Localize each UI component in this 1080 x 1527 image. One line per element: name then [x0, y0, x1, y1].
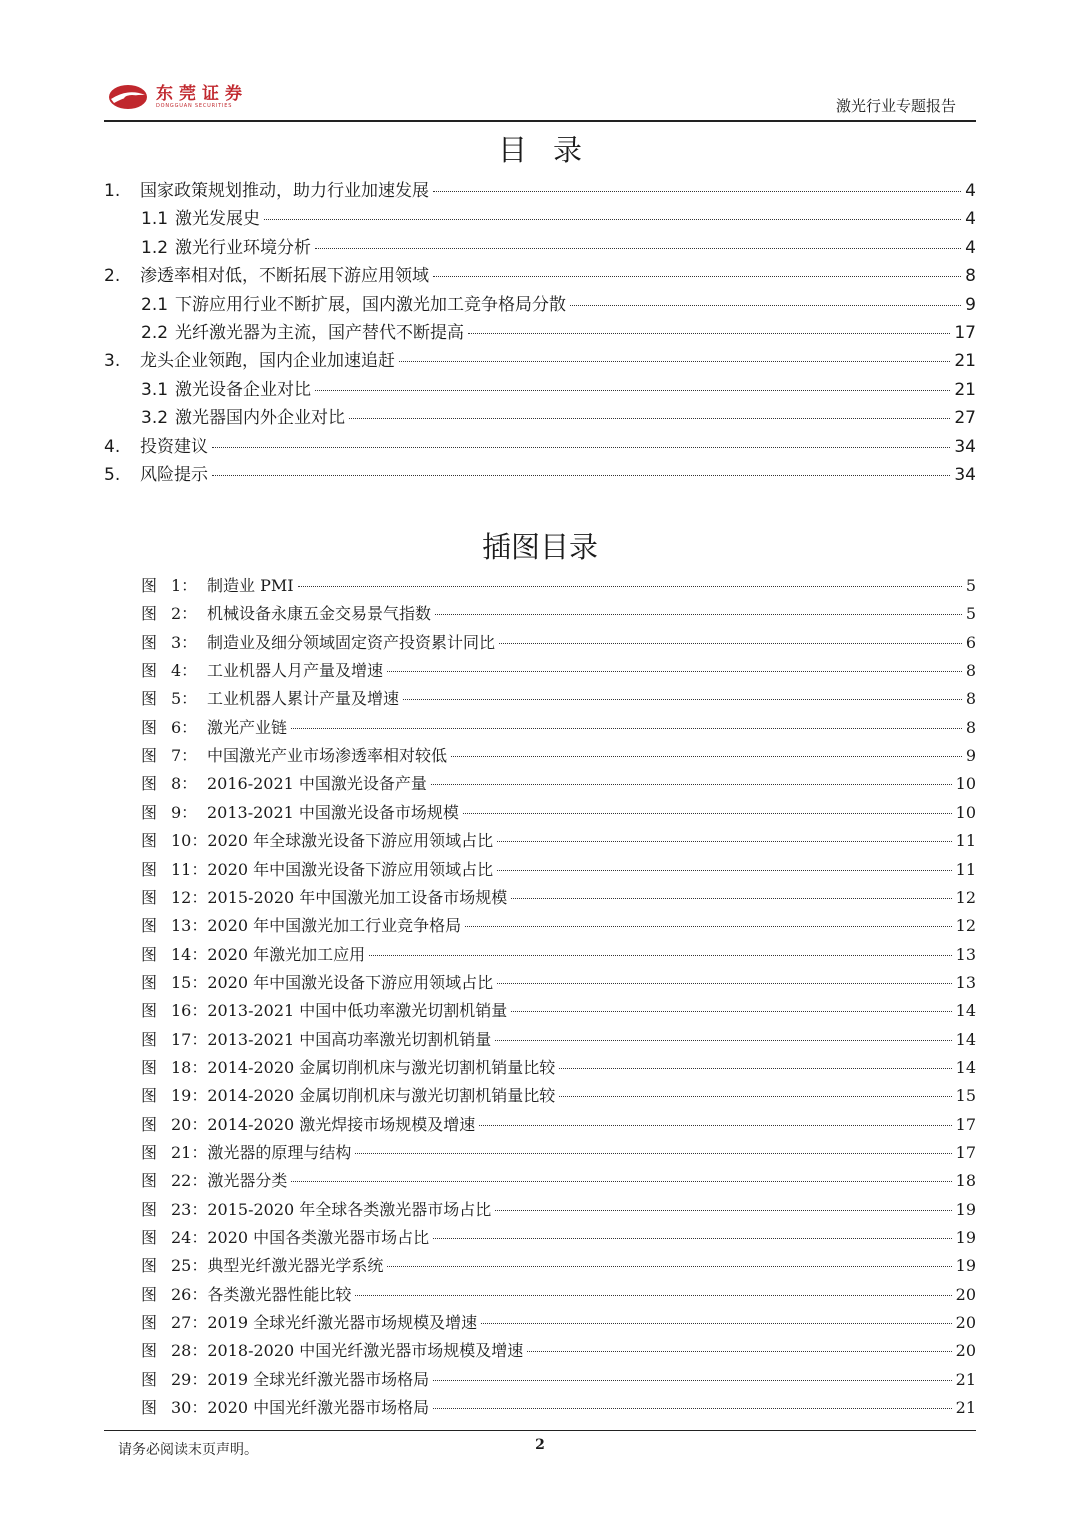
figure-number: 11： — [171, 859, 208, 879]
figure-label: 图 — [141, 1199, 158, 1219]
dot-leader — [433, 1238, 951, 1239]
figure-page: 13 — [955, 972, 976, 992]
figure-entry[interactable] — [141, 800, 976, 824]
figure-number: 30： — [171, 1398, 208, 1418]
figure-number: 25： — [171, 1256, 208, 1276]
figure-entry[interactable] — [141, 970, 976, 994]
figure-page: 9 — [965, 746, 976, 766]
figure-label: 图 — [141, 576, 158, 595]
dot-leader — [481, 1323, 951, 1324]
toc-entry[interactable] — [104, 432, 976, 456]
figure-label: 图 — [141, 944, 158, 964]
figure-entry[interactable] — [141, 1112, 976, 1136]
dot-leader — [399, 361, 950, 362]
page-footer — [104, 1430, 976, 1458]
dot-leader — [369, 955, 951, 956]
toc-entry[interactable] — [104, 346, 976, 370]
toc-entry-page: 21 — [954, 351, 976, 372]
toc-entry-page: 4 — [965, 181, 976, 201]
figure-page: 12 — [955, 887, 976, 907]
figure-page: 19 — [955, 1199, 976, 1219]
figure-label: 图 — [141, 1057, 158, 1077]
toc-entry[interactable] — [104, 460, 976, 484]
figure-entry[interactable] — [141, 1027, 976, 1051]
figure-label: 图 — [141, 1029, 158, 1049]
figure-label: 图 — [141, 1228, 158, 1248]
toc-entry-number: 1. — [104, 181, 121, 201]
toc-entry-title: 激光发展史 — [175, 209, 260, 230]
figure-entry[interactable] — [141, 913, 976, 937]
dot-leader — [495, 1040, 951, 1041]
dot-leader — [497, 870, 951, 871]
toc-entry-number: 1.2 — [141, 237, 169, 258]
dot-leader — [355, 1295, 951, 1296]
figure-entry[interactable] — [141, 686, 976, 710]
figure-label: 图 — [141, 1398, 158, 1418]
toc-entry-title: 下游应用行业不断扩展，国内激光加工竞争格局分散 — [175, 294, 566, 315]
figure-number: 17： — [171, 1029, 208, 1049]
figure-title: 2013-2021 中国高功率激光切割机销量 — [207, 1029, 492, 1049]
logo-chinese-name: 东莞证券 — [156, 83, 248, 104]
figure-entry[interactable] — [141, 1282, 976, 1306]
figure-page: 19 — [955, 1256, 976, 1276]
figure-label: 图 — [141, 1369, 158, 1389]
figure-page: 14 — [955, 1001, 976, 1021]
figure-number: 16： — [171, 1001, 208, 1021]
toc-entry[interactable] — [141, 204, 976, 228]
toc-entry-title: 渗透率相对低，不断拓展下游应用领域 — [140, 266, 429, 287]
figure-number: 29： — [171, 1369, 208, 1389]
figure-page: 8 — [965, 689, 976, 709]
figure-entry[interactable] — [141, 630, 976, 654]
figure-number: 19： — [171, 1086, 208, 1106]
figure-number: 14： — [171, 944, 208, 964]
dot-leader — [315, 248, 961, 249]
dot-leader — [435, 614, 962, 615]
dot-leader — [433, 191, 961, 192]
dot-leader — [431, 784, 952, 785]
figure-label: 图 — [141, 802, 158, 822]
dot-leader — [465, 926, 951, 927]
dot-leader — [298, 586, 962, 587]
figure-page: 6 — [965, 632, 976, 652]
figure-title: 2018-2020 中国光纤激光器市场规模及增速 — [207, 1341, 524, 1361]
toc-entry-page: 8 — [965, 266, 976, 287]
figure-label: 图 — [141, 717, 158, 737]
figure-number: 12： — [171, 887, 208, 907]
figure-number: 20： — [171, 1114, 208, 1134]
toc-entry-page: 21 — [954, 379, 976, 400]
toc-entry-title: 激光设备企业对比 — [175, 379, 311, 400]
toc-entry-title: 风险提示 — [140, 465, 208, 485]
figure-page: 11 — [955, 831, 976, 851]
figure-page: 20 — [955, 1313, 976, 1333]
toc-entry-page: 4 — [965, 237, 976, 258]
dot-leader — [291, 728, 962, 729]
toc-entry[interactable] — [141, 375, 976, 399]
figure-entry[interactable] — [141, 998, 976, 1022]
dot-leader — [463, 813, 952, 814]
figure-title: 2014-2020 金属切削机床与激光切割机销量比较 — [207, 1057, 556, 1077]
company-logo — [108, 82, 248, 112]
figure-page: 17 — [955, 1143, 976, 1162]
figures-heading: 插图目录 — [481, 530, 598, 564]
dot-leader — [349, 418, 950, 419]
figure-title: 2015-2020 年全球各类激光器市场占比 — [207, 1199, 492, 1219]
figure-entry[interactable] — [141, 1083, 976, 1107]
dot-leader — [355, 1153, 951, 1154]
toc-entry-title: 龙头企业领跑，国内企业加速追赶 — [140, 351, 395, 372]
dot-leader — [315, 390, 950, 391]
figure-page: 14 — [955, 1057, 976, 1077]
figure-number: 15： — [171, 972, 208, 992]
figure-entry[interactable] — [141, 828, 976, 852]
figure-number: 2： — [171, 604, 198, 624]
dot-leader — [264, 219, 961, 220]
dot-leader — [497, 983, 951, 984]
dot-leader — [479, 1125, 951, 1126]
toc-entry-number: 1.1 — [141, 209, 169, 230]
figure-title: 2016-2021 中国激光设备产量 — [207, 774, 427, 794]
dot-leader — [387, 671, 962, 672]
figure-title: 2020 中国各类激光器市场占比 — [207, 1228, 430, 1248]
figure-title: 2020 年激光加工应用 — [207, 944, 366, 964]
figure-title: 工业机器人累计产量及增速 — [207, 689, 400, 709]
toc-entry-number: 3.1 — [141, 379, 169, 400]
dot-leader — [403, 699, 962, 700]
figure-title: 机械设备永康五金交易景气指数 — [207, 604, 432, 624]
logo-english-name: DONGGUAN SECURITIES — [156, 102, 233, 109]
figure-label: 图 — [141, 1086, 158, 1106]
toc-entry-page: 9 — [965, 294, 976, 315]
figure-title: 制造业及细分领域固定资产投资累计同比 — [207, 632, 496, 652]
figure-entry[interactable] — [141, 1395, 976, 1419]
figure-entry[interactable] — [141, 1253, 976, 1277]
figure-label: 图 — [141, 859, 158, 879]
toc-entry-title: 激光行业环境分析 — [175, 237, 311, 258]
toc-entry[interactable] — [141, 290, 976, 314]
dot-leader — [511, 1011, 951, 1012]
toc-entry-page: 34 — [954, 436, 976, 457]
dot-leader — [570, 305, 961, 306]
figure-number: 7： — [171, 746, 198, 766]
figure-number: 22： — [171, 1171, 208, 1191]
figure-entry[interactable] — [141, 771, 976, 795]
toc-entry-number: 5. — [104, 465, 121, 485]
figure-page: 5 — [965, 576, 976, 595]
dot-leader — [433, 1380, 951, 1381]
page-number: 2 — [535, 1437, 545, 1453]
figure-label: 图 — [141, 1143, 158, 1162]
toc-entry[interactable] — [104, 176, 976, 200]
figure-number: 21： — [171, 1143, 208, 1162]
figure-entry[interactable] — [141, 885, 976, 909]
figure-label: 图 — [141, 916, 158, 936]
figure-title: 2013-2021 中国激光设备市场规模 — [207, 802, 459, 822]
toc-entry-number: 3.2 — [141, 408, 169, 429]
figure-title: 2020 年中国激光设备下游应用领域占比 — [207, 859, 494, 879]
figure-page: 11 — [955, 859, 976, 879]
figure-entry[interactable] — [141, 715, 976, 739]
figure-label: 图 — [141, 1001, 158, 1021]
figure-number: 27： — [171, 1313, 208, 1333]
figure-entry[interactable] — [141, 743, 976, 767]
toc-entry-page: 4 — [965, 209, 976, 230]
figure-entry[interactable] — [141, 1310, 976, 1334]
figure-title: 2020 年中国激光加工行业竞争格局 — [207, 916, 462, 936]
figure-page: 17 — [955, 1114, 976, 1134]
figure-title: 2020 年全球激光设备下游应用领域占比 — [207, 831, 494, 851]
figure-entry[interactable] — [141, 1367, 976, 1391]
figure-page: 10 — [955, 802, 976, 822]
figure-page: 8 — [965, 717, 976, 737]
figure-label: 图 — [141, 1171, 158, 1191]
figure-page: 20 — [955, 1341, 976, 1361]
toc-entry-page: 34 — [954, 465, 976, 485]
figure-label: 图 — [141, 661, 158, 681]
toc-entry-number: 2. — [104, 266, 121, 287]
figure-number: 5： — [171, 689, 198, 709]
dot-leader — [451, 756, 962, 757]
toc-entry[interactable] — [104, 261, 976, 285]
figure-number: 18： — [171, 1057, 208, 1077]
toc-entry[interactable] — [141, 318, 976, 342]
figure-title: 2019 全球光纤激光器市场规模及增速 — [207, 1313, 478, 1333]
figure-entry[interactable] — [141, 601, 976, 625]
figure-title: 2014-2020 金属切削机床与激光切割机销量比较 — [207, 1086, 556, 1106]
toc-entry-number: 2.2 — [141, 323, 169, 343]
figure-title: 2019 全球光纤激光器市场格局 — [207, 1369, 430, 1389]
figure-label: 图 — [141, 746, 158, 766]
figure-page: 19 — [955, 1228, 976, 1248]
toc-entry-number: 2.1 — [141, 294, 169, 315]
figure-label: 图 — [141, 1313, 158, 1333]
figure-label: 图 — [141, 1256, 158, 1276]
page-header — [104, 78, 976, 122]
figure-page: 18 — [955, 1171, 976, 1191]
figure-page: 12 — [955, 916, 976, 936]
figure-entry[interactable] — [141, 857, 976, 881]
figure-number: 8： — [171, 774, 198, 794]
toc-entry-page: 17 — [954, 323, 976, 343]
figure-title: 2014-2020 激光焊接市场规模及增速 — [207, 1114, 476, 1134]
figure-label: 图 — [141, 774, 158, 794]
toc-heading: 目录 — [497, 133, 608, 167]
figure-number: 6： — [171, 717, 198, 737]
figure-entry[interactable] — [141, 1055, 976, 1079]
figure-number: 13： — [171, 916, 208, 936]
figure-number: 23： — [171, 1199, 208, 1219]
figure-page: 8 — [965, 661, 976, 681]
figure-title: 制造业 PMI — [207, 576, 294, 595]
toc-entry-title: 国家政策规划推动，助力行业加速发展 — [140, 181, 429, 201]
toc-entry-title: 激光器国内外企业对比 — [175, 408, 345, 429]
figure-label: 图 — [141, 604, 158, 624]
figure-entry[interactable] — [141, 658, 976, 682]
toc-entry-title: 投资建议 — [140, 436, 208, 457]
figure-label: 图 — [141, 632, 158, 652]
figure-title: 激光产业链 — [207, 717, 288, 737]
figure-number: 28： — [171, 1341, 208, 1361]
dot-leader — [499, 643, 962, 644]
figure-entry[interactable] — [141, 1168, 976, 1192]
figure-title: 2015-2020 年中国激光加工设备市场规模 — [207, 887, 508, 907]
figure-label: 图 — [141, 1284, 158, 1304]
figure-label: 图 — [141, 689, 158, 709]
toc-entry-number: 3. — [104, 351, 121, 372]
figure-number: 3： — [171, 632, 198, 652]
report-type-label: 激光行业专题报告 — [835, 97, 956, 115]
figure-title: 中国激光产业市场渗透率相对较低 — [207, 746, 448, 766]
dot-leader — [527, 1351, 951, 1352]
dot-leader — [212, 447, 950, 448]
figure-title: 各类激光器性能比较 — [207, 1284, 352, 1304]
figure-entry[interactable] — [141, 573, 976, 597]
figure-title: 工业机器人月产量及增速 — [207, 661, 384, 681]
toc-entry[interactable] — [141, 403, 976, 427]
figure-label: 图 — [141, 831, 158, 851]
figure-title: 2013-2021 中国中低功率激光切割机销量 — [207, 1001, 508, 1021]
figure-title: 典型光纤激光器光学系统 — [207, 1256, 384, 1276]
figure-entry[interactable] — [141, 942, 976, 966]
toc-entry-page: 27 — [954, 408, 976, 429]
figure-number: 10： — [171, 831, 208, 851]
figure-label: 图 — [141, 972, 158, 992]
figure-title: 2020 年中国激光设备下游应用领域占比 — [207, 972, 494, 992]
figure-entry[interactable] — [141, 1140, 976, 1164]
figure-title: 激光器分类 — [207, 1171, 288, 1191]
toc-entry[interactable] — [141, 233, 976, 257]
figure-label: 图 — [141, 1114, 158, 1134]
dot-leader — [291, 1181, 951, 1182]
dot-leader — [433, 1408, 951, 1409]
footer-disclaimer: 请务必阅读末页声明。 — [118, 1442, 258, 1458]
dot-leader — [212, 475, 950, 476]
dot-leader — [387, 1266, 951, 1267]
dot-leader — [497, 841, 951, 842]
figure-number: 9： — [171, 802, 198, 822]
figure-number: 1： — [171, 576, 198, 595]
figure-entry[interactable] — [141, 1197, 976, 1221]
figure-page: 10 — [955, 774, 976, 794]
logo-mark-icon — [108, 84, 148, 110]
dot-leader — [559, 1096, 951, 1097]
figure-page: 14 — [955, 1029, 976, 1049]
figure-entry[interactable] — [141, 1225, 976, 1249]
toc-entry-number: 4. — [104, 436, 121, 457]
dot-leader — [559, 1068, 951, 1069]
dot-leader — [495, 1210, 951, 1211]
dot-leader — [468, 333, 950, 334]
dot-leader — [433, 276, 961, 277]
figure-entry[interactable] — [141, 1338, 976, 1362]
figure-label: 图 — [141, 887, 158, 907]
figure-page: 13 — [955, 944, 976, 964]
figure-number: 4： — [171, 661, 198, 681]
figure-page: 20 — [955, 1284, 976, 1304]
figure-number: 26： — [171, 1284, 208, 1304]
figure-page: 21 — [955, 1398, 976, 1418]
figure-title: 激光器的原理与结构 — [207, 1143, 352, 1162]
figure-title: 2020 中国光纤激光器市场格局 — [207, 1398, 430, 1418]
figure-label: 图 — [141, 1341, 158, 1361]
dot-leader — [511, 898, 951, 899]
figure-page: 5 — [965, 604, 976, 624]
figure-page: 15 — [955, 1086, 976, 1106]
figure-number: 24： — [171, 1228, 208, 1248]
toc-entry-title: 光纤激光器为主流，国产替代不断提高 — [175, 323, 464, 343]
figure-page: 21 — [955, 1369, 976, 1389]
